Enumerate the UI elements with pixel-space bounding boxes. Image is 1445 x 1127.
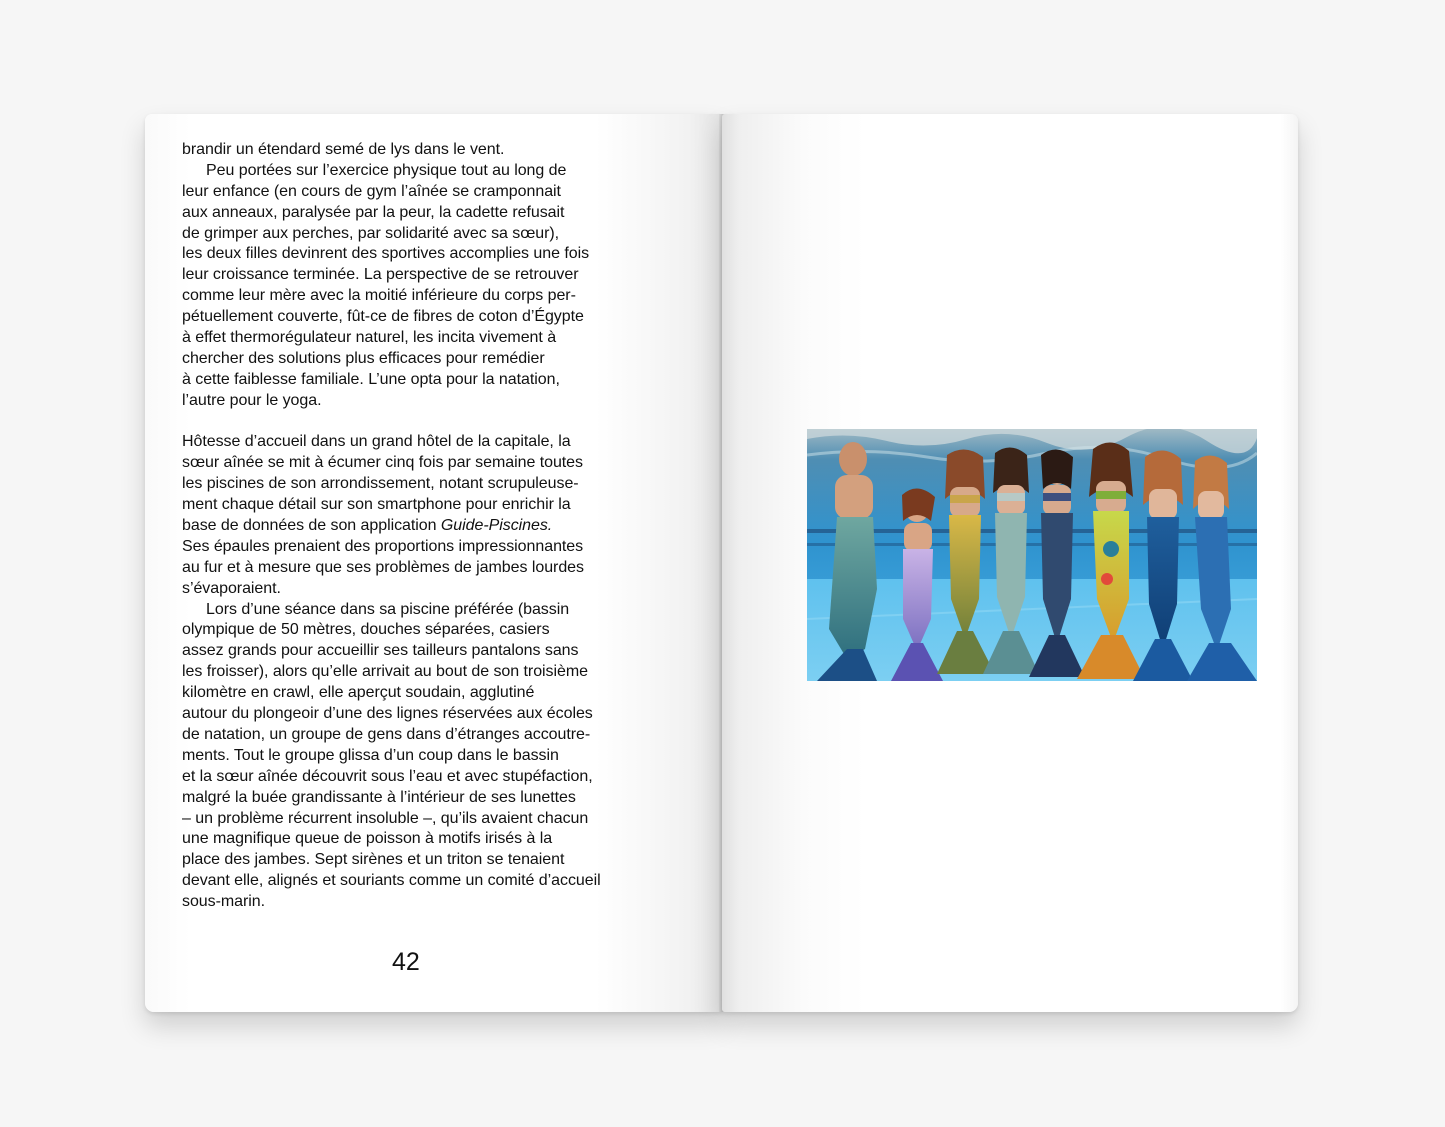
text-line-content: les froisser), alors qu’elle arrivait au bout de son troisième [182, 663, 588, 681]
text-line [182, 600, 642, 621]
text-line [182, 182, 642, 203]
text-line [182, 579, 642, 600]
app-name-italic: Guide-Piscines. [440, 517, 553, 535]
text-line [182, 307, 642, 328]
text-line-content: brandir un étendard semé de lys dans le vent. [182, 141, 505, 158]
text-line [182, 391, 642, 412]
text-line [182, 516, 642, 537]
text-line [182, 892, 642, 913]
text-line [182, 224, 642, 245]
text-line-content: pétuellement couverte, fût-ce de fibres de coton d’Égypte [182, 308, 584, 326]
text-line-content: au fur et à mesure que ses problèmes de jambes lourdes [182, 558, 584, 576]
text-line-content: malgré la buée grandissante à l’intérieur de ses lunettes [182, 788, 576, 806]
text-line-content: l’autre pour le yoga. [182, 391, 322, 409]
text-line [182, 662, 642, 683]
text-line-content: à effet thermorégulateur naturel, les incita vivement à [182, 329, 557, 347]
text-line [182, 140, 642, 161]
text-line [182, 537, 642, 558]
text-line-content: place des jambes. Sept sirènes et un triton se tenaient [182, 851, 565, 869]
text-line-content: leur enfance (en cours de gym l’aînée se cramponnait [182, 182, 561, 200]
text-line [182, 495, 642, 516]
text-line-content: chercher des solutions plus efficaces pour remédier [182, 349, 545, 367]
text-line-content: les piscines de son arrondissement, notant scrupuleuse- [182, 475, 579, 493]
text-line-content: sous-marin. [182, 893, 266, 911]
text-line [182, 328, 642, 349]
text-line [182, 850, 642, 871]
text-line-content: autour du plongeoir d’une des lignes réservées aux écoles [182, 705, 593, 723]
text-line [182, 871, 642, 892]
text-line-content: de grimper aux perches, par solidarité avec sa sœur), [182, 224, 560, 242]
text-line-content: Peu portées sur l’exercice physique tout au long de [206, 161, 567, 179]
text-line [182, 432, 642, 453]
text-line [182, 788, 642, 809]
text-line-content: leur croissance terminée. La perspective de se retrouver [182, 266, 579, 284]
text-line-content: une magnifique queue de poisson à motifs irisés à la [182, 830, 553, 848]
text-line-content: et la sœur aînée découvrit sous l’eau et avec stupéfaction, [182, 767, 593, 785]
text-line [182, 620, 642, 641]
text-line-content: les deux filles devinrent des sportives accomplies une fois [182, 245, 590, 263]
text-line [182, 683, 642, 704]
text-line-content: ment chaque détail sur son smartphone pour enrichir la [182, 496, 571, 514]
text-line [182, 829, 642, 850]
text-line-content: comme leur mère avec la moitié inférieure du corps per- [182, 287, 576, 305]
text-line [182, 725, 642, 746]
text-line [182, 161, 642, 182]
text-line-content: de natation, un groupe de gens dans d’étranges accoutre- [182, 725, 591, 743]
text-line-content: Hôtesse d’accueil dans un grand hôtel de la capitale, la [182, 433, 571, 451]
text-line-content: olympique de 50 mètres, douches séparées, casiers [182, 621, 550, 639]
text-line [182, 349, 642, 370]
text-line [182, 704, 642, 725]
paragraph-break [182, 412, 642, 433]
body-text [182, 140, 642, 913]
left-page [145, 114, 723, 1012]
right-page [722, 114, 1298, 1012]
text-line-content: ments. Tout le groupe glissa d’un coup dans le bassin [182, 746, 559, 764]
text-line-content: à cette faiblesse familiale. L’une opta pour la natation, [182, 370, 560, 388]
text-line [182, 370, 642, 391]
text-line [182, 809, 642, 830]
text-line-content: – un problème récurrent insoluble –, qu’ils avaient chacun [182, 809, 589, 827]
text-line [182, 558, 642, 579]
mermaid-illustration [807, 429, 1257, 681]
book-spread [145, 114, 1298, 1012]
text-line [182, 453, 642, 474]
text-line-content: kilomètre en crawl, elle aperçut soudain, agglutiné [182, 684, 535, 702]
text-line-content: s’évaporaient. [182, 579, 281, 597]
text-line [182, 265, 642, 286]
text-line [182, 244, 642, 265]
text-line [182, 641, 642, 662]
text-line-content: sœur aînée se mit à écumer cinq fois par semaine toutes [182, 454, 583, 472]
text-line-content: aux anneaux, paralysée par la peur, la cadette refusait [182, 203, 565, 221]
text-line [182, 286, 642, 307]
text-line-content: Lors d’une séance dans sa piscine préférée (bassin [206, 600, 570, 618]
text-line [182, 474, 642, 495]
text-line-content: base de données de son application [182, 517, 441, 535]
mermaid-photo [807, 429, 1257, 681]
text-line [182, 767, 642, 788]
text-line [182, 203, 642, 224]
text-line-content: Ses épaules prenaient des proportions impressionnantes [182, 537, 584, 555]
text-line-content: assez grands pour accueillir ses tailleurs pantalons sans [182, 642, 579, 660]
text-line [182, 746, 642, 767]
text-line-content: devant elle, alignés et souriants comme un comité d’accueil [182, 872, 601, 890]
page-number: 42 [392, 948, 420, 976]
